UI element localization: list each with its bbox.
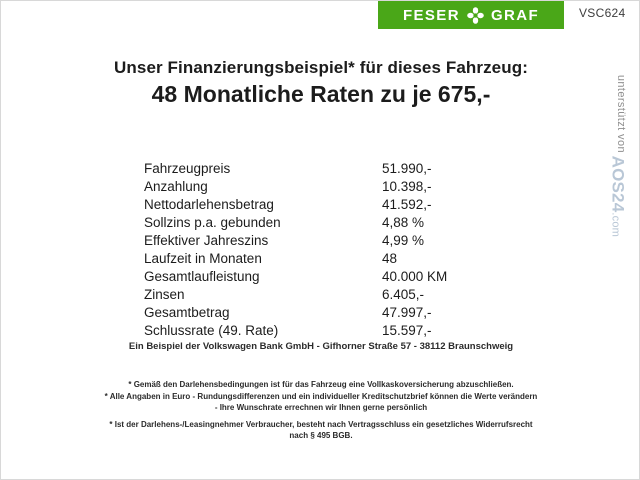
supported-by-label: unterstützt von <box>615 74 627 153</box>
fact-value: 10.398,- <box>382 179 432 194</box>
fact-value: 40.000 KM <box>382 269 448 284</box>
legal-note-line: - Ihre Wunschrate errechnen wir Ihnen gerne persönlich <box>214 403 428 413</box>
legal-note-line: * Ist der Darlehens-/Leasingnehmer Verbraucher, besteht nach Vertragsschluss ein gesetzliches Widerrufsrecht <box>109 419 533 429</box>
fact-value: 4,88 % <box>382 215 425 230</box>
watermark-brand <box>607 156 627 237</box>
table-row <box>144 233 474 251</box>
fact-value: 41.592,- <box>382 197 432 212</box>
fact-value: 48 <box>382 251 398 266</box>
legal-note-line: nach § 495 BGB. <box>289 431 353 441</box>
fact-value: 51.990,- <box>382 161 432 176</box>
fact-label: Anzahlung <box>144 179 208 194</box>
fact-value: 47.997,- <box>382 305 432 320</box>
legal-notes <box>1 379 640 442</box>
brand-name-left: FESER <box>402 6 460 24</box>
fact-label: Gesamtbetrag <box>144 305 230 320</box>
fact-label: Gesamtlaufleistung <box>144 269 260 284</box>
fact-label: Laufzeit in Monaten <box>144 251 262 266</box>
table-row <box>144 197 474 215</box>
table-row <box>144 287 474 305</box>
fact-label: Schlussrate (49. Rate) <box>144 323 279 338</box>
watermark-brand-name: AOS24 <box>608 155 627 213</box>
fact-label: Sollzins p.a. gebunden <box>144 215 281 230</box>
fact-label: Nettodarlehensbetrag <box>144 197 274 212</box>
table-row <box>144 215 474 233</box>
vehicle-stock-code: VSC624 <box>579 6 626 20</box>
fact-label: Fahrzeugpreis <box>144 161 231 176</box>
table-row <box>144 251 474 269</box>
table-row <box>144 269 474 287</box>
table-row <box>144 323 474 341</box>
fact-value: 15.597,- <box>382 323 432 338</box>
watermark-brand-tld: .com <box>609 212 621 237</box>
legal-note-line: * Alle Angaben in Euro - Rundungsdifferenzen und ein individueller Kreditschutzbrief können die Werte verändern <box>104 391 538 401</box>
page-title: Unser Finanzierungsbeispiel* für dieses Fahrzeug: <box>114 58 528 77</box>
fact-label: Effektiver Jahreszins <box>144 233 269 248</box>
page-header <box>1 1 640 29</box>
clover-flower-icon <box>467 7 484 24</box>
legal-note-line: * Gemäß den Darlehensbedingungen ist für das Fahrzeug eine Vollkaskoversicherung abzuschließen. <box>128 380 514 389</box>
fact-label: Zinsen <box>144 287 185 302</box>
table-row <box>144 305 474 323</box>
brand-name-right: GRAF <box>490 6 540 24</box>
table-row <box>144 179 474 197</box>
table-row <box>144 161 474 179</box>
bank-disclaimer: Ein Beispiel der Volkswagen Bank GmbH - Gifhorner Straße 57 - 38112 Braunschweig <box>128 341 514 352</box>
finance-facts-table <box>144 161 474 341</box>
fact-value: 4,99 % <box>382 233 425 248</box>
fact-value: 6.405,- <box>382 287 425 302</box>
page-subtitle: 48 Monatliche Raten zu je 675,- <box>151 81 491 107</box>
dealer-brand-bar <box>378 1 564 29</box>
